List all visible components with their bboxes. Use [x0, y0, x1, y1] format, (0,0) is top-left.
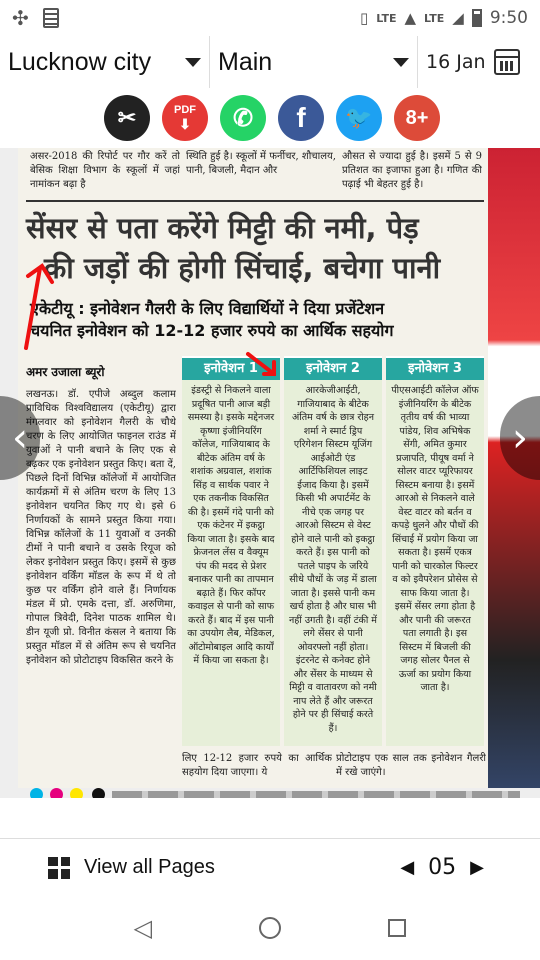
city-dropdown[interactable] — [0, 36, 210, 88]
settings-button[interactable] — [104, 95, 150, 141]
byline: अमर उजाला ब्यूरो — [26, 365, 105, 379]
body-bottom-right: प्रोटोटाइप एक साल तक इनोवेशन गैलरी में रखे जाएंगे। — [336, 753, 486, 778]
prev-page-button[interactable]: ◀ — [400, 857, 415, 878]
wifi-icon: ▲ — [404, 9, 417, 27]
whatsapp-icon: ✆ — [232, 104, 254, 132]
top-column-right: औसत से ज्यादा हुई है। इसमें 5 से 9 प्रतिशत का इजाफा हुआ है। गणित की पढ़ाई भी बेहतर हुई है। — [342, 151, 482, 190]
signal-icon: ◢ — [452, 9, 464, 27]
grid-icon — [48, 857, 70, 879]
googleplus-button[interactable] — [394, 95, 440, 141]
epaper-viewer[interactable] — [0, 148, 540, 798]
cyan-dot — [30, 788, 43, 798]
page-number: 05 — [428, 855, 457, 880]
facebook-icon: f — [296, 102, 306, 133]
chevron-right-icon: › — [512, 415, 528, 461]
newspaper-page — [18, 148, 488, 788]
subhead-line-1: एकेटीयू : इनोवेशन गैलरी के लिए विद्यार्थियों ने दिया प्रजेंटेशन — [30, 299, 385, 318]
edition-dropdown[interactable] — [210, 36, 418, 88]
innovation-box-2 — [284, 356, 382, 746]
innovation-text: आरकेजीआईटी, गाजियाबाद के बीटेक अंतिम वर्ष के छात्र रोहन शर्मा ने स्मार्ट ड्रिप एरिगेशन सिस्टम यूजिंग आईओटी एंड आर्टिफिशियल लाइट ईजाद किया है। इसमें किसी भी अपार्टमेंट के नीचे एक जगह पर आरओ सिस्टम से वेस्ट होने वाले पानी को इकट्ठा करते हैं। इस पानी को पतले पाइप के जरिये सीधे पौधों के जड़ में डाला जाता है। इससे पानी कम खर्च होता है और घास भी नहीं उगती है। वहीं टंकी में लगे सेंसर से पानी ओवरफ्लो नहीं होता। इंटरनेट से कनेक्ट होने और सेंसर के माध्यम से मिट्टी व वातावरण को नमी नाप लेते हैं और जरूरत होने पर ही सिंचाई करते हैं। — [289, 385, 377, 734]
headline-line-1: सेंसर से पता करेंगे मिट्टी की नमी, पेड़ — [26, 211, 419, 245]
share-bar — [0, 88, 540, 148]
view-all-label: View all Pages — [84, 856, 215, 878]
twitter-button[interactable] — [336, 95, 382, 141]
subheadline — [30, 298, 480, 342]
clipboard-icon — [43, 8, 59, 28]
vibrate-icon: ▯ — [360, 9, 369, 27]
innovation-title: इनोवेशन 1 — [182, 358, 280, 380]
pdf-icon: ⬇ — [179, 115, 191, 132]
annotation-arrow — [244, 348, 284, 384]
whatsapp-button[interactable] — [220, 95, 266, 141]
innovation-text: पीएसआईटी कॉलेज ऑफ इंजीनियरिंग के बीटेक तृतीय वर्ष की भाव्या पांडेय, शिव अभिषेक सेंगी, अमित कुमार प्रजापति, पीयूष वर्मा ने सोलर वाटर प्यूरिफायर सिस्टम बनाया है। इसमें आरओ से निकलने वाले वेस्ट वाटर को बर्तन व कपड़े धुलने और पौधों की सिंचाई में प्रयोग किया जा सकता है। इसमें एकत्र पानी को चारकोल फिल्टर व को इवैपरेशन प्रोसेस से साफ किया जाता है। इसमें सेंसर लगा होता है और पानी की जरूरत पता लगाती है। इस सिस्टम में बिजली की जगह सोलर पैनल से ऊर्जा का प्रयोग किया जाता है। — [391, 385, 479, 693]
clock: 9:50 — [489, 8, 528, 28]
calendar-icon — [494, 49, 520, 75]
facebook-button[interactable] — [278, 95, 324, 141]
status-bar — [0, 0, 540, 36]
top-bar — [0, 36, 540, 88]
network-label-2: LTE — [424, 11, 445, 25]
black-dot — [92, 788, 105, 798]
chevron-down-icon — [393, 58, 409, 67]
back-icon[interactable]: ◁ — [133, 914, 153, 942]
battery-icon — [472, 9, 482, 27]
magenta-dot — [50, 788, 63, 798]
sync-icon: ✣ — [12, 6, 29, 30]
innovation-title: इनोवेशन 3 — [386, 358, 484, 380]
horizontal-scrollbar[interactable] — [112, 791, 520, 798]
subhead-line-2: चयनित इनोवेशन को 12-12 हजार रुपये का आर्थिक सहयोग — [30, 321, 394, 340]
body-bottom-mid: लिए 12-12 हजार रुपये का आर्थिक सहयोग दिया जाएगा। ये — [182, 753, 332, 778]
twitter-icon: 🐦 — [345, 105, 373, 130]
system-nav-bar — [0, 896, 540, 960]
color-registration-strip — [0, 788, 540, 798]
pdf-button[interactable] — [162, 95, 208, 141]
chevron-left-icon: ‹ — [12, 415, 28, 461]
innovation-box-3 — [386, 356, 484, 746]
edition-label: Main — [218, 47, 273, 76]
date-picker[interactable] — [418, 49, 528, 75]
headline-line-2: की जड़ों की होगी सिंचाई, बचेगा पानी — [44, 251, 441, 285]
settings-icon: ✂ — [117, 105, 137, 130]
city-label: Lucknow city — [8, 47, 152, 76]
top-column-mid: स्थिति हुई है। स्कूलों में फर्नीचर, शौचालय, पानी, बिजली, मैदान और — [186, 151, 336, 176]
home-icon[interactable] — [259, 917, 281, 939]
view-all-pages-button[interactable] — [48, 856, 215, 879]
recents-icon[interactable] — [388, 919, 406, 937]
next-page-button[interactable]: ▶ — [470, 857, 484, 878]
pdf-label: PDF — [174, 103, 196, 116]
network-label-1: LTE — [376, 11, 397, 25]
body-column-left: लखनऊ। डॉ. एपीजे अब्दुल कलाम प्राविधिक विश्वविद्यालय (एकेटीयू) द्वारा मंगलवार को इनोवेशन गैलरी के चौथे चरण के लिए आयोजित फाइनल राउंड में युवाओं ने पानी बचाने के लिए एक से बढ़कर एक इनोवेशन प्रस्तुत किए। बता दें, पिछले दिनों विभिन्न कॉलेजों में आयोजित कार्यक्रमों में से अंतिम चरण के लिए 13 इनोवेशन चयनित किए गए थे। इसे 6 निर्णायकों के सामने प्रस्तुत किया गया। विभिन्न कॉलेजों के 11 युवाओं व उनकी टीमों ने पानी बचाने व उसके रियूज को लेकर इनोवेशन प्रस्तुत किए। इसमें से कुछ इनोवेशन वर्किंग मॉडल के रूप में थे तो कुछ पर वर्किंग होने वाले हैं। निर्णायक मंडल में प्रो. एमके दत्ता, डॉ. अरुणिमा, गोपाल त्रिवेदी, दिनेश पाठक शामिल थे। डीन यूजी प्रो. विनीत कंसल ने बताया कि प्रस्तुत मॉडल में से अंतिम रूप से चयनित इनोवेशन को प्रोटोटाइप विकसित करने के — [26, 389, 176, 666]
date-label: 16 Jan — [426, 51, 486, 73]
innovation-title: इनोवेशन 2 — [284, 358, 382, 380]
page-pager — [400, 855, 484, 880]
annotation-arrow — [18, 248, 78, 358]
innovation-box-1 — [182, 356, 280, 746]
yellow-dot — [70, 788, 83, 798]
headline — [26, 208, 486, 288]
googleplus-icon: 8+ — [405, 106, 429, 129]
top-column-left: असर-2018 की रिपोर्ट पर गौर करें तो बेसिक शिक्षा विभाग के स्कूलों में जहां नामांकन बढ़ा है — [30, 151, 180, 190]
page-navigation-bar — [0, 838, 540, 896]
innovation-text: इंडस्ट्री से निकलने वाला प्रदूषित पानी आज बड़ी समस्या है। इसके मद्देनजर कृष्णा इंजीनियरिंग कॉलेज, गाजियाबाद के बीटेक अंतिम वर्ष के शशांक अग्रवाल, शशांक सिंह व सार्थक पवार ने एक तकनीक विकसित की है। इसमें गंदे पानी को एक कंटेनर में इकट्ठा किया जाता है। इसके बाद फ्रेजनल लेंस व वैक्यूम पंप की मदद से प्रेशर बनाकर पानी का तापमान बढ़ाते हैं। फिर कॉपर कवाइल से पानी को साफ करते हैं। बाद में इस पानी का उपयोग लैब, मेडिकल, ऑटोमोबाइल आदि कार्यों में किया जा सकता है। — [187, 385, 275, 666]
divider — [26, 200, 484, 202]
chevron-down-icon — [185, 58, 201, 67]
